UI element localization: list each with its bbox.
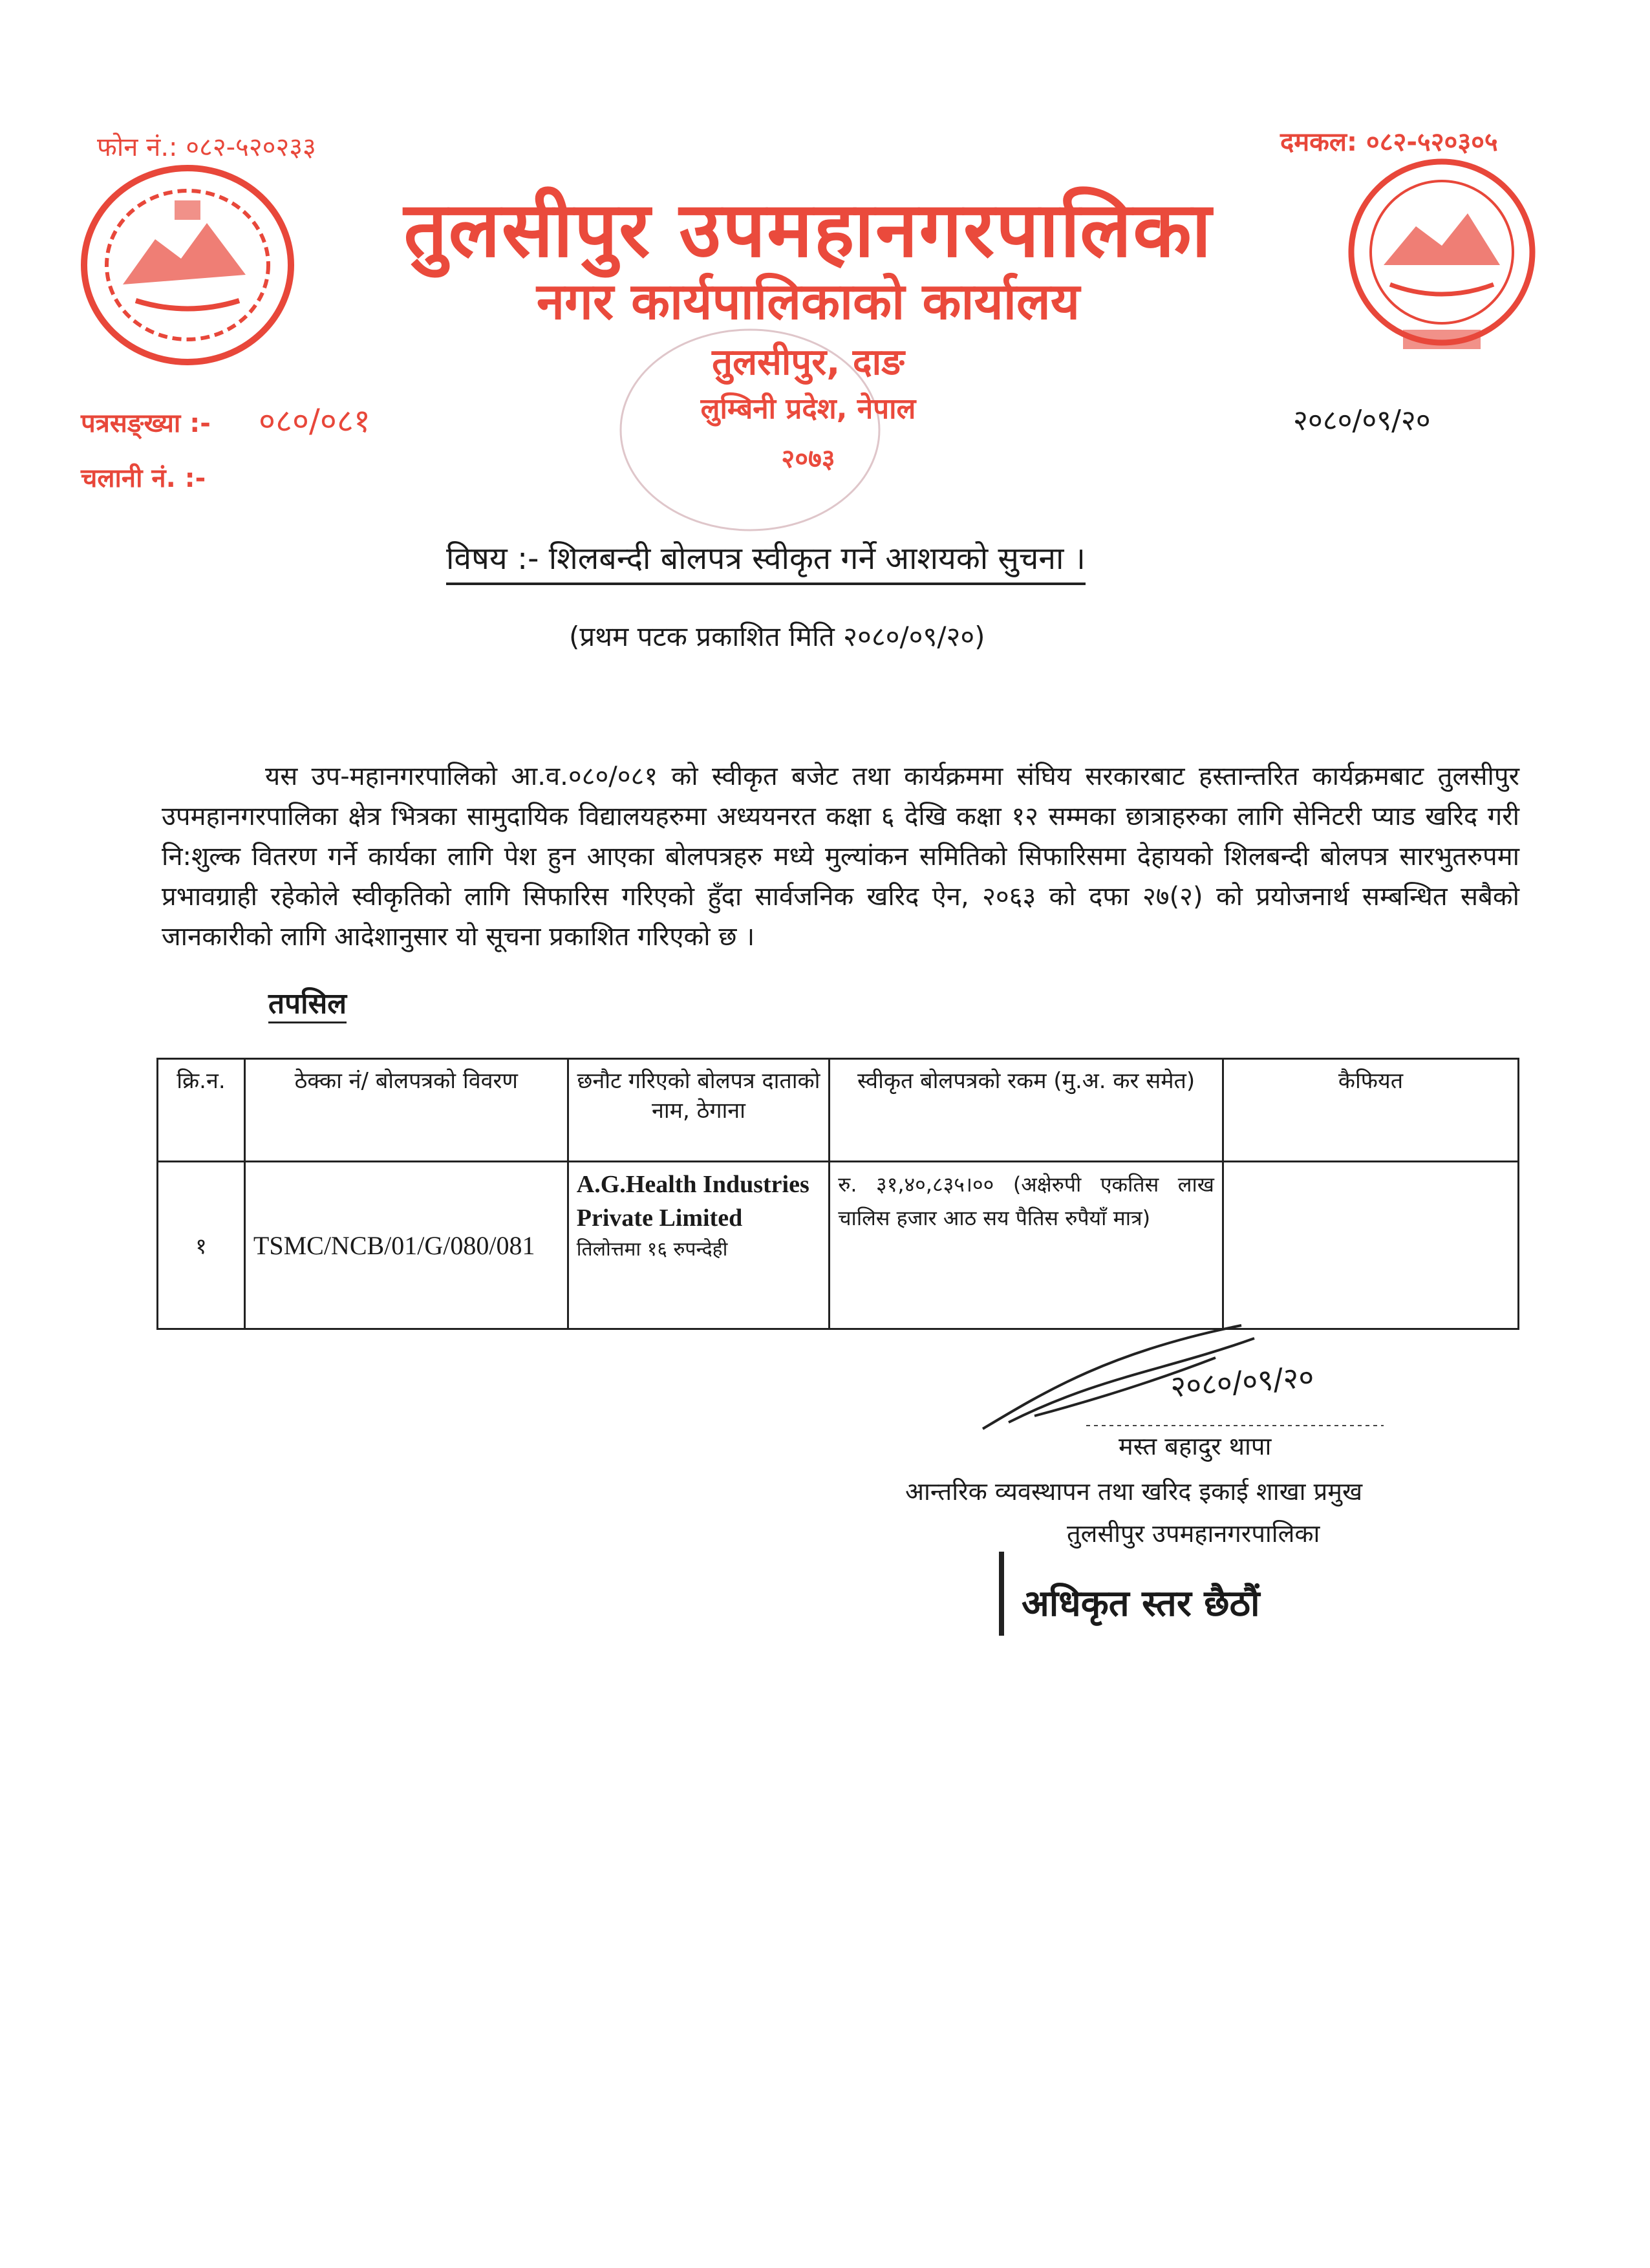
signatory-role: आन्तरिक व्यवस्थापन तथा खरिद इकाई शाखा प्रमुख xyxy=(905,1477,1363,1506)
notice-subject: विषय :- शिलबन्दी बोलपत्र स्वीकृत गर्ने आशयको सुचना । xyxy=(446,537,1086,585)
bidder-address: तिलोत्तमा १६ रुपन्देही xyxy=(576,1238,728,1261)
header-remarks: कैफियत xyxy=(1223,1059,1518,1162)
office-name: तुलसीपुर उपमहानगरपालिका xyxy=(403,185,1213,274)
cell-contract: TSMC/NCB/01/G/080/081 xyxy=(244,1162,568,1329)
bid-table xyxy=(156,1058,1519,1330)
cell-remarks xyxy=(1223,1162,1518,1329)
letter-date: २०८०/०९/२० xyxy=(1293,404,1431,437)
cell-bidder xyxy=(568,1162,829,1329)
office-subtitle: नगर कार्यपालिकाको कार्यालय xyxy=(536,273,1080,331)
nepal-emblem-icon xyxy=(78,162,297,369)
rank-stamp: अधिकृत स्तर छैठौं xyxy=(1022,1583,1260,1625)
header-amount: स्वीकृत बोलपत्रको रकम (मु.अ. कर समेत) xyxy=(830,1059,1223,1162)
office-province: लुम्बिनी प्रदेश, नेपाल xyxy=(700,392,916,425)
header-contract: ठेक्का नं/ बोलपत्रको विवरण xyxy=(244,1059,568,1162)
stamp-bar xyxy=(999,1552,1004,1636)
fire-number: दमकल: ०८२-५२०३०५ xyxy=(1280,127,1498,157)
dispatch-number-label: चलानी नं. :- xyxy=(81,464,206,493)
bidder-name: A.G.Health Industries Private Limited xyxy=(576,1171,809,1232)
signatory-office: तुलसीपुर उपमहानगरपालिका xyxy=(1067,1519,1320,1548)
cell-amount: रु. ३१,४०,८३५।०० (अक्षेरुपी एकतिस लाख चालिस हजार आठ सय पैतिस रुपैयाँ मात्र) xyxy=(830,1162,1223,1329)
table-row xyxy=(158,1162,1519,1329)
details-heading: तपसिल xyxy=(268,983,347,1023)
header-sn: क्रि.न. xyxy=(158,1059,245,1162)
published-date: (प्रथम पटक प्रकाशित मिति २०८०/०९/२०) xyxy=(569,621,985,652)
header-bidder: छनौट गरिएको बोलपत्र दाताको नाम, ठेगाना xyxy=(568,1059,829,1162)
municipality-seal-icon xyxy=(1345,155,1539,362)
office-place: तुलसीपुर, दाङ xyxy=(712,341,905,383)
signature-date: २०८०/०९/२० xyxy=(1169,1359,1316,1404)
phone-number: फोन नं.: ०८२-५२०२३३ xyxy=(97,133,316,162)
notice-body: यस उप-महानगरपालिको आ.व.०८०/०८१ को स्वीकृत बजेट तथा कार्यक्रममा संघिय सरकारबाट हस्तान्तरित कार्यक्रमबाट तुलसीपुर उपमहानगरपालिका क्षेत्र भित्रका सामुदायिक विद्यालयहरुमा अध्ययनरत कक्षा ६ देखि कक्षा १२ सम्मका छात्राहरुका लागि सेनिटरी प्याड खरिद गरी नि:शुल्क वितरण गर्ने कार्यका लागि पेश हुन आएका बोलपत्रहरु मध्ये मुल्यांकन समितिको सिफारिसमा देहायको शिलबन्दी बोलपत्र सारभुतरुपमा प्रभावग्राही रहेकोले स्वीकृतिको लागि सिफारिस गरिएको हुँदा सार्वजनिक खरिद ऐन, २०६३ को दफा २७(२) को प्रयोजनार्थ सम्बन्धित सबैको जानकारीको लागि आदेशानुसार यो सूचना प्रकाशित गरिएको छ । xyxy=(162,762,1519,952)
ref-number-label: पत्रसङ्ख्या :- xyxy=(81,409,211,438)
ref-number-value: ०८०/०८१ xyxy=(259,402,370,440)
cell-sn: १ xyxy=(158,1162,245,1329)
signatory-name: मस्त बहादुर थापा xyxy=(1119,1432,1272,1460)
table-header-row xyxy=(158,1059,1519,1162)
office-year: २०७३ xyxy=(781,444,835,474)
